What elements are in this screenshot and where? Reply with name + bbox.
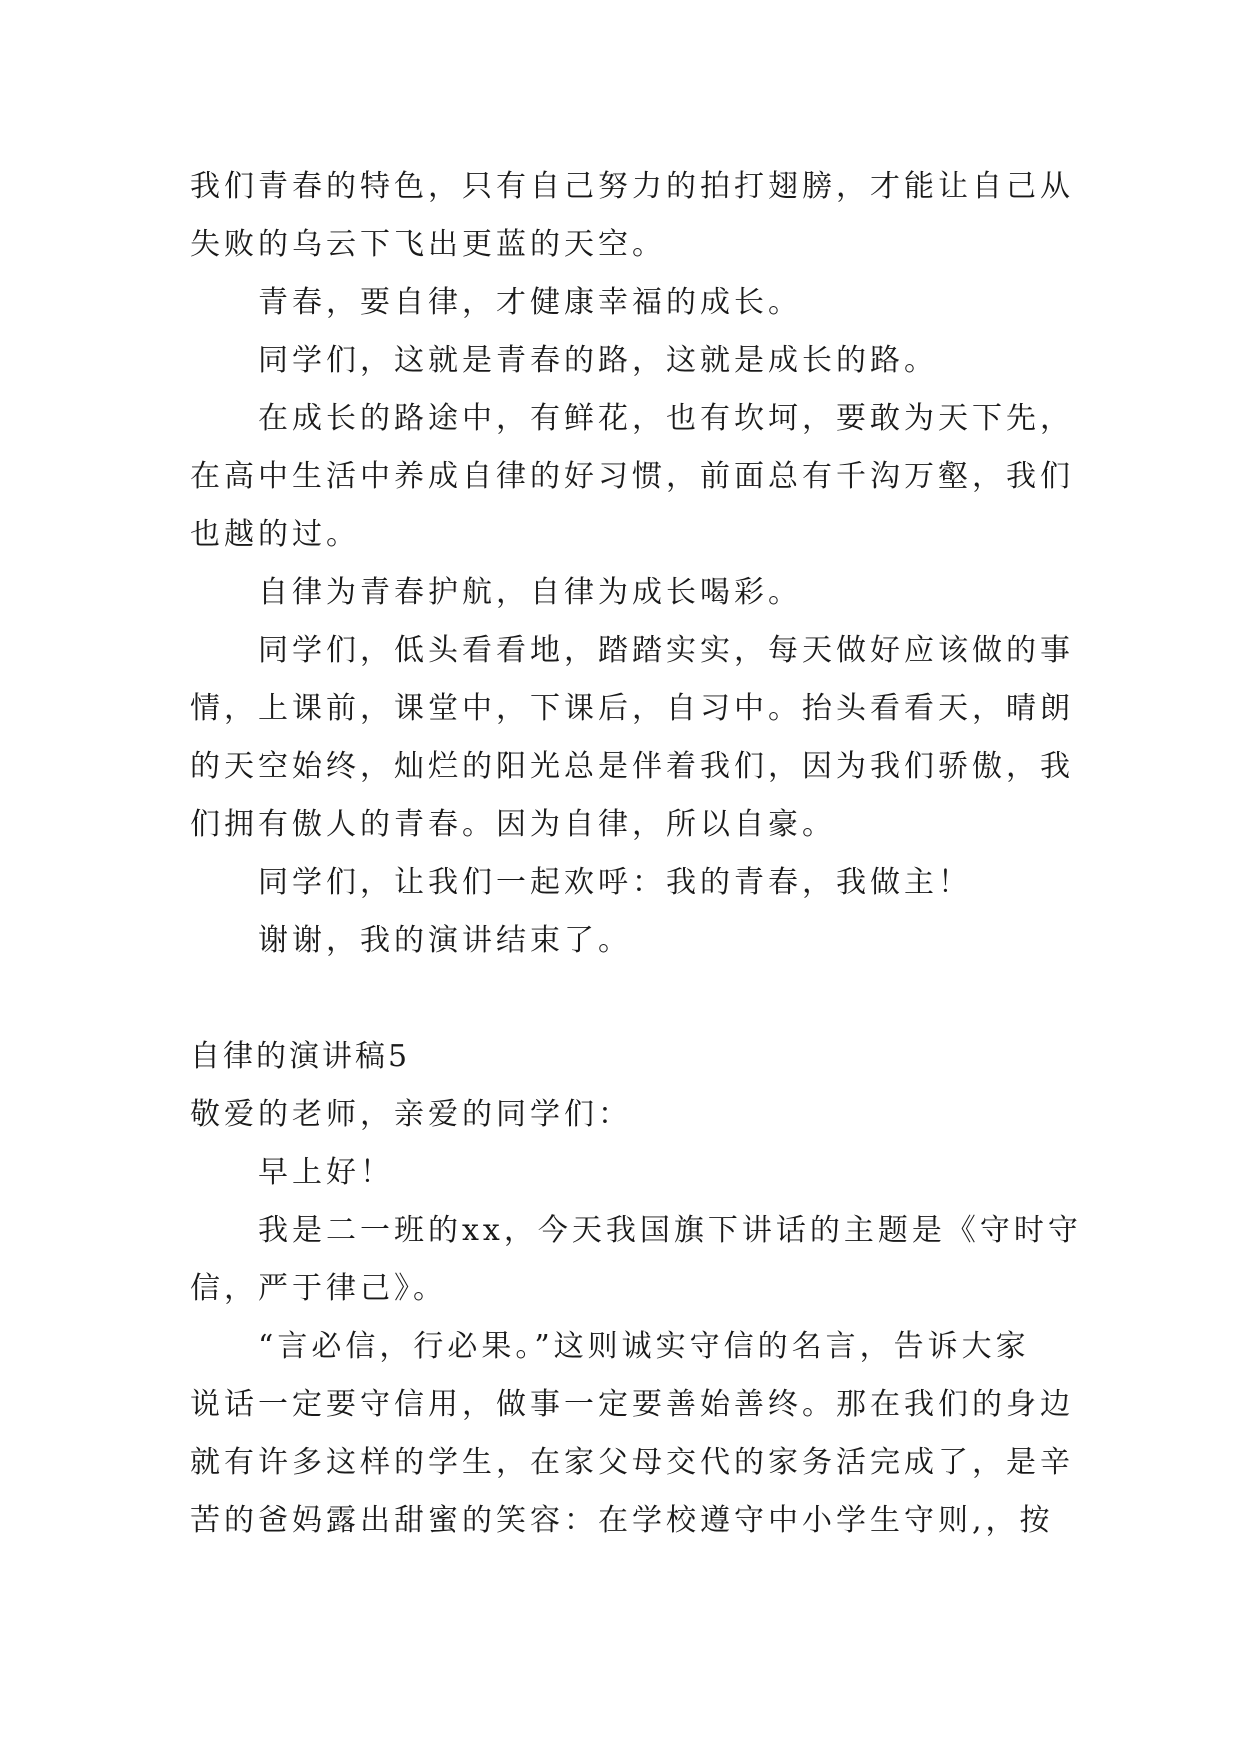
salutation: 敬爱的老师，亲爱的同学们： bbox=[190, 1097, 632, 1132]
text-line: 情，上课前，课堂中，下课后，自习中。抬头看看天，晴朗 bbox=[190, 691, 1074, 726]
greeting: 早上好！ bbox=[258, 1155, 394, 1190]
text-line: 的天空始终，灿烂的阳光总是伴着我们，因为我们骄傲，我 bbox=[190, 749, 1074, 784]
text-line: 也越的过。 bbox=[190, 517, 360, 552]
text-line: 信，严于律己》。 bbox=[190, 1271, 447, 1306]
document-body bbox=[190, 158, 1082, 1550]
section-title: 自律的演讲稿5 bbox=[190, 1039, 411, 1074]
paragraph-line: 青春，要自律，才健康幸福的成长。 bbox=[258, 285, 802, 320]
section-gap bbox=[190, 970, 1052, 1028]
text-line: 在高中生活中养成自律的好习惯，前面总有千沟万壑，我们 bbox=[190, 459, 1074, 494]
paragraph-line: 同学们，让我们一起欢呼：我的青春，我做主！ bbox=[258, 865, 972, 900]
text-line: 说话一定要守信用，做事一定要善始善终。那在我们的身边 bbox=[190, 1387, 1074, 1422]
paragraph-line: 谢谢，我的演讲结束了。 bbox=[258, 923, 632, 958]
paragraph-line: 我是二一班的xx，今天我国旗下讲话的主题是《守时守 bbox=[258, 1213, 1082, 1248]
text-line: 就有许多这样的学生，在家父母交代的家务活完成了，是辛 bbox=[190, 1445, 1074, 1480]
paragraph-line: 同学们，这就是青春的路，这就是成长的路。 bbox=[258, 343, 938, 378]
paragraph-line: “言必信，行必果。”这则诚实守信的名言，告诉大家 bbox=[258, 1329, 1030, 1364]
paragraph-line: 同学们，低头看看地，踏踏实实，每天做好应该做的事 bbox=[258, 633, 1074, 668]
paragraph-line: 自律为青春护航，自律为成长喝彩。 bbox=[258, 575, 802, 610]
text-line: 失败的乌云下飞出更蓝的天空。 bbox=[190, 227, 666, 262]
paragraph-line: 在成长的路途中，有鲜花，也有坎坷，要敢为天下先， bbox=[258, 401, 1074, 436]
text-line: 们拥有傲人的青春。因为自律，所以自豪。 bbox=[190, 807, 836, 842]
text-line: 苦的爸妈露出甜蜜的笑容：在学校遵守中小学生守则,，按 bbox=[190, 1503, 1054, 1538]
text-line: 我们青春的特色，只有自己努力的拍打翅膀，才能让自己从 bbox=[190, 169, 1074, 204]
